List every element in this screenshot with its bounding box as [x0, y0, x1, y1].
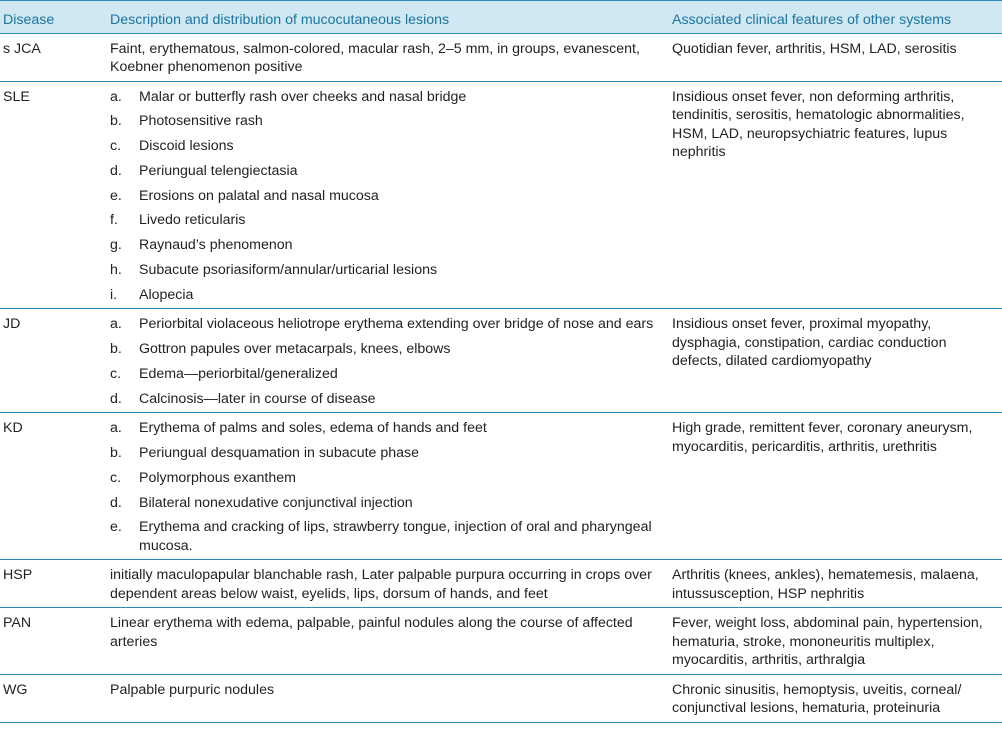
lesion-list-item	[110, 162, 662, 181]
associated-features-cell: Fever, weight loss, abdominal pain, hypertension, hematuria, stroke, mononeuritis multiplex, myocarditis, arthritis, arthralgia	[668, 608, 1002, 675]
associated-features-cell: Quotidian fever, arthritis, HSM, LAD, serositis	[668, 33, 1002, 81]
lesion-list-item	[110, 211, 662, 230]
table-row	[0, 81, 1002, 309]
lesion-list-item	[110, 112, 662, 131]
header-row	[0, 1, 1002, 34]
lesion-item-text: Malar or butterfly rash over cheeks and nasal bridge	[139, 88, 467, 105]
associated-features-cell: Chronic sinusitis, hemoptysis, uveitis, corneal/ conjunctival lesions, hematuria, proteinuria	[668, 674, 1002, 722]
disease-cell: WG	[0, 674, 106, 722]
lesion-item-letter: d.	[110, 390, 122, 407]
lesion-item-letter: d.	[110, 162, 122, 179]
table-row	[0, 33, 1002, 81]
lesion-item-letter: b.	[110, 113, 122, 130]
lesion-item-letter: a.	[110, 88, 122, 105]
lesion-list-item	[110, 365, 662, 384]
header-description: Description and distribution of mucocutaneous lesions	[106, 1, 668, 34]
lesion-list-item	[110, 261, 662, 280]
lesion-item-text: Gottron papules over metacarpals, knees, elbows	[139, 341, 451, 358]
lesion-item-letter: f.	[110, 212, 118, 229]
lesion-item-text: Periungual telengiectasia	[139, 162, 298, 179]
lesion-item-letter: i.	[110, 286, 118, 303]
associated-features-cell: Arthritis (knees, ankles), hematemesis, malaena, intussusception, HSP nephritis	[668, 560, 1002, 608]
lesion-item-letter: d.	[110, 494, 122, 511]
header-disease: Disease	[0, 1, 106, 34]
description-cell	[106, 309, 668, 413]
lesion-list-item	[110, 137, 662, 156]
disease-cell: PAN	[0, 608, 106, 675]
lesion-list-item	[110, 315, 662, 334]
lesion-item-letter: g.	[110, 237, 122, 254]
table-row	[0, 309, 1002, 413]
table-row	[0, 413, 1002, 560]
lesion-item-text: Erythema and cracking of lips, strawberry tongue, injection of oral and pharyngeal mucosa.	[139, 519, 652, 554]
description-cell	[106, 608, 668, 675]
disease-cell: KD	[0, 413, 106, 560]
description-text: initially maculopapular blanchable rash, Later palpable purpura occurring in crops over dependent areas below waist, eyelids, lips, dorsum of hands, and feet	[110, 567, 652, 602]
lesion-item-text: Calcinosis—later in course of disease	[139, 390, 376, 407]
description-cell	[106, 33, 668, 81]
lesion-item-letter: a.	[110, 316, 122, 333]
associated-features-cell: High grade, remittent fever, coronary aneurysm, myocarditis, pericarditis, arthritis, urethritis	[668, 413, 1002, 560]
lesion-list-item	[110, 236, 662, 255]
description-text: Faint, erythematous, salmon-colored, macular rash, 2–5 mm, in groups, evanescent, Koebner phenomenon positive	[110, 40, 640, 75]
description-cell	[106, 674, 668, 722]
lesion-list-item	[110, 469, 662, 488]
lesion-item-letter: c.	[110, 365, 122, 382]
disease-cell: SLE	[0, 81, 106, 309]
table-row	[0, 674, 1002, 722]
lesion-item-text: Photosensitive rash	[139, 113, 263, 130]
lesion-item-letter: b.	[110, 445, 122, 462]
lesion-list-item	[110, 444, 662, 463]
table-row	[0, 560, 1002, 608]
lesion-item-text: Erosions on palatal and nasal mucosa	[139, 187, 379, 204]
header-associated: Associated clinical features of other systems	[668, 1, 1002, 34]
lesion-item-text: Periungual desquamation in subacute phase	[139, 445, 420, 462]
disease-cell: s JCA	[0, 33, 106, 81]
lesion-item-letter: h.	[110, 262, 122, 279]
lesion-list-item	[110, 494, 662, 513]
lesion-item-text: Raynaud’s phenomenon	[139, 237, 293, 254]
lesion-item-letter: a.	[110, 420, 122, 437]
lesion-item-text: Subacute psoriasiform/annular/urticarial lesions	[139, 262, 438, 279]
description-cell	[106, 413, 668, 560]
lesion-item-text: Livedo reticularis	[139, 212, 246, 229]
table-body	[0, 33, 1002, 722]
lesion-item-text: Edema—periorbital/generalized	[139, 365, 338, 382]
lesion-list-item	[110, 340, 662, 359]
lesion-item-text: Polymorphous exanthem	[139, 469, 296, 486]
description-text: Linear erythema with edema, palpable, painful nodules along the course of affected arteries	[110, 615, 633, 650]
lesion-list-item	[110, 286, 662, 305]
description-text: Palpable purpuric nodules	[110, 681, 275, 698]
description-cell	[106, 81, 668, 309]
associated-features-cell: Insidious onset fever, proximal myopathy, dysphagia, constipation, cardiac conduction defects, dilated cardiomyopathy	[668, 309, 1002, 413]
lesion-item-letter: c.	[110, 138, 122, 155]
lesion-item-text: Discoid lesions	[139, 138, 234, 155]
description-cell	[106, 560, 668, 608]
lesion-list-item	[110, 390, 662, 409]
lesion-item-letter: b.	[110, 341, 122, 358]
table-row	[0, 608, 1002, 675]
associated-features-cell: Insidious onset fever, non deforming arthritis, tendinitis, serositis, hematologic abnormalities, HSM, LAD, neuropsychiatric features, lupus nephritis	[668, 81, 1002, 309]
lesion-list-item	[110, 88, 662, 107]
lesion-item-text: Alopecia	[139, 286, 194, 303]
lesion-item-text: Bilateral nonexudative conjunctival injection	[139, 494, 413, 511]
disease-cell: HSP	[0, 560, 106, 608]
disease-cell: JD	[0, 309, 106, 413]
lesion-item-text: Erythema of palms and soles, edema of hands and feet	[139, 420, 487, 437]
lesion-list-item	[110, 419, 662, 438]
lesion-item-text: Periorbital violaceous heliotrope erythema extending over bridge of nose and ears	[139, 316, 654, 333]
lesion-item-letter: e.	[110, 187, 122, 204]
table-header	[0, 1, 1002, 34]
lesion-item-letter: e.	[110, 519, 122, 536]
lesion-list-item	[110, 518, 662, 555]
lesion-list-item	[110, 187, 662, 206]
lesion-item-letter: c.	[110, 469, 122, 486]
